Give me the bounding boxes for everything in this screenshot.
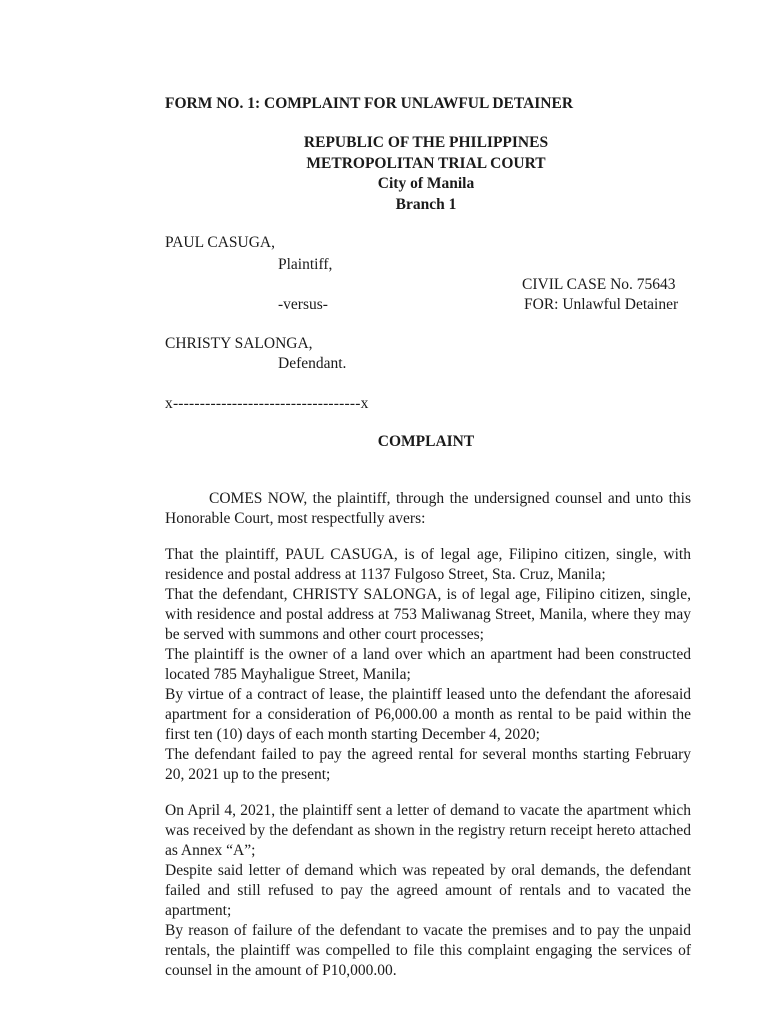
court-branch: Branch 1	[395, 195, 457, 213]
caption-separator: x-----------------------------------x	[165, 395, 369, 412]
case-number: CIVIL CASE No. 75643	[522, 276, 676, 293]
allegation-2: That the defendant, CHRISTY SALONGA, is of legal age, Filipino citizen, single, with residence and postal address at 753 Maliwanag Street, Manila, where they may be served with summons and other court processes;	[165, 586, 691, 643]
defendant-role: Defendant.	[278, 355, 347, 372]
plaintiff-name: PAUL CASUGA,	[165, 234, 275, 251]
allegation-6: On April 4, 2021, the plaintiff sent a letter of demand to vacate the apartment which was received by the defendant as shown in the registry return receipt hereto attached as Annex “A”;	[165, 802, 691, 859]
court-republic: REPUBLIC OF THE PHILIPPINES	[303, 134, 549, 151]
allegations-block-1	[165, 545, 691, 785]
intro-paragraph	[165, 489, 691, 529]
allegation-3: The plaintiff is the owner of a land over which an apartment had been constructed located 785 Mayhaligue Street, Manila;	[165, 646, 691, 683]
defendant-name: CHRISTY SALONGA,	[165, 335, 313, 352]
intro-text: COMES NOW, the plaintiff, through the undersigned counsel and unto this Honorable Court, most respectfully avers:	[165, 490, 691, 527]
plaintiff-role: Plaintiff,	[278, 256, 333, 273]
allegations-block-2	[165, 801, 691, 981]
allegation-5: The defendant failed to pay the agreed rental for several months starting February 20, 2021 up to the present;	[165, 746, 691, 783]
court-city: City of Manila	[377, 175, 475, 192]
versus-label: -versus-	[278, 296, 328, 313]
allegation-8: By reason of failure of the defendant to vacate the premises and to pay the unpaid rentals, the plaintiff was compelled to file this complaint engaging the services of counsel in the amount of P10,000.00.	[165, 922, 691, 979]
court-name: METROPOLITAN TRIAL COURT	[306, 154, 546, 172]
allegation-4: By virtue of a contract of lease, the plaintiff leased unto the defendant the aforesaid apartment for a consideration of P6,000.00 a month as rental to be paid within the first ten (10) days of each month starting December 4, 2020;	[165, 686, 691, 743]
allegation-1: That the plaintiff, PAUL CASUGA, is of legal age, Filipino citizen, single, with residence and postal address at 1137 Fulgoso Street, Sta. Cruz, Manila;	[165, 546, 691, 583]
allegation-7: Despite said letter of demand which was repeated by oral demands, the defendant failed and still refused to pay the agreed amount of rentals and to vacated the apartment;	[165, 862, 691, 919]
form-title: FORM NO. 1: COMPLAINT FOR UNLAWFUL DETAINER	[165, 95, 574, 112]
case-nature: FOR: Unlawful Detainer	[524, 296, 679, 313]
court-header	[0, 133, 768, 215]
complaint-heading: COMPLAINT	[377, 433, 475, 450]
